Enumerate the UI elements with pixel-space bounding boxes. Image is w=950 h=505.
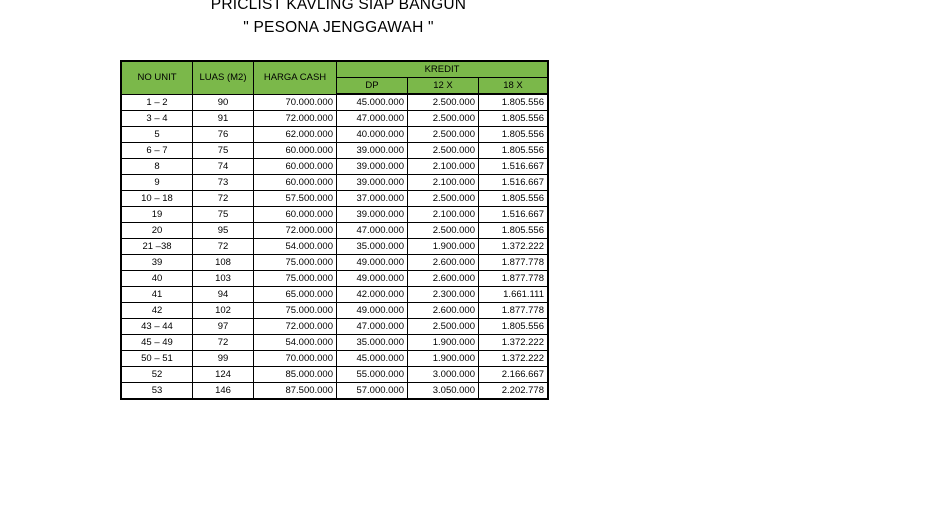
cell-12x: 2.100.000: [408, 159, 479, 175]
cell-dp: 55.000.000: [337, 367, 408, 383]
cell-luas: 91: [193, 111, 254, 127]
cell-12x: 2.600.000: [408, 303, 479, 319]
cell-no-unit: 5: [121, 127, 193, 143]
cell-no-unit: 45 – 49: [121, 335, 193, 351]
cell-dp: 49.000.000: [337, 255, 408, 271]
cell-no-unit: 19: [121, 207, 193, 223]
cell-dp: 39.000.000: [337, 143, 408, 159]
cell-dp: 45.000.000: [337, 94, 408, 111]
cell-18x: 1.805.556: [479, 191, 549, 207]
cell-dp: 49.000.000: [337, 303, 408, 319]
table-row: [121, 367, 548, 383]
cell-12x: 2.500.000: [408, 111, 479, 127]
cell-18x: 1.805.556: [479, 223, 549, 239]
cell-luas: 146: [193, 383, 254, 400]
cell-luas: 124: [193, 367, 254, 383]
cell-12x: 3.050.000: [408, 383, 479, 400]
title-block: [120, 0, 557, 38]
header-harga-cash: HARGA CASH: [254, 61, 337, 94]
cell-12x: 2.100.000: [408, 175, 479, 191]
cell-harga-cash: 85.000.000: [254, 367, 337, 383]
cell-no-unit: 9: [121, 175, 193, 191]
cell-18x: 1.372.222: [479, 335, 549, 351]
price-table-body: [121, 94, 548, 399]
header-kredit: KREDIT: [337, 61, 549, 78]
cell-dp: 40.000.000: [337, 127, 408, 143]
cell-12x: 2.600.000: [408, 255, 479, 271]
table-row: [121, 143, 548, 159]
page-title: PRICLIST KAVLING SIAP BANGUN: [210, 0, 467, 13]
cell-harga-cash: 72.000.000: [254, 223, 337, 239]
cell-luas: 99: [193, 351, 254, 367]
cell-12x: 3.000.000: [408, 367, 479, 383]
cell-dp: 47.000.000: [337, 111, 408, 127]
cell-12x: 2.500.000: [408, 319, 479, 335]
cell-12x: 1.900.000: [408, 335, 479, 351]
cell-harga-cash: 70.000.000: [254, 351, 337, 367]
price-table-head: [121, 61, 548, 94]
cell-12x: 2.500.000: [408, 127, 479, 143]
cell-no-unit: 6 – 7: [121, 143, 193, 159]
cell-harga-cash: 87.500.000: [254, 383, 337, 400]
header-12x: 12 X: [408, 78, 479, 95]
cell-luas: 75: [193, 143, 254, 159]
cell-harga-cash: 75.000.000: [254, 303, 337, 319]
table-row: [121, 303, 548, 319]
cell-18x: 1.805.556: [479, 127, 549, 143]
cell-dp: 39.000.000: [337, 175, 408, 191]
cell-harga-cash: 72.000.000: [254, 319, 337, 335]
table-row: [121, 175, 548, 191]
cell-12x: 2.100.000: [408, 207, 479, 223]
cell-no-unit: 40: [121, 271, 193, 287]
cell-dp: 35.000.000: [337, 335, 408, 351]
cell-12x: 1.900.000: [408, 351, 479, 367]
cell-no-unit: 10 – 18: [121, 191, 193, 207]
cell-dp: 35.000.000: [337, 239, 408, 255]
page-subtitle: " PESONA JENGGAWAH ": [243, 19, 434, 36]
cell-dp: 42.000.000: [337, 287, 408, 303]
cell-harga-cash: 70.000.000: [254, 94, 337, 111]
cell-luas: 72: [193, 239, 254, 255]
cell-dp: 49.000.000: [337, 271, 408, 287]
cell-luas: 95: [193, 223, 254, 239]
cell-harga-cash: 60.000.000: [254, 159, 337, 175]
cell-luas: 72: [193, 191, 254, 207]
cell-18x: 1.877.778: [479, 271, 549, 287]
table-row: [121, 207, 548, 223]
cell-no-unit: 52: [121, 367, 193, 383]
table-row: [121, 335, 548, 351]
cell-18x: 1.805.556: [479, 143, 549, 159]
cell-harga-cash: 75.000.000: [254, 255, 337, 271]
cell-no-unit: 21 –38: [121, 239, 193, 255]
cell-18x: 1.877.778: [479, 303, 549, 319]
cell-no-unit: 43 – 44: [121, 319, 193, 335]
cell-harga-cash: 72.000.000: [254, 111, 337, 127]
cell-harga-cash: 65.000.000: [254, 287, 337, 303]
cell-12x: 2.300.000: [408, 287, 479, 303]
table-row: [121, 351, 548, 367]
cell-luas: 102: [193, 303, 254, 319]
cell-luas: 74: [193, 159, 254, 175]
cell-18x: 1.805.556: [479, 94, 549, 111]
table-row: [121, 255, 548, 271]
cell-luas: 103: [193, 271, 254, 287]
cell-12x: 2.500.000: [408, 94, 479, 111]
cell-12x: 1.900.000: [408, 239, 479, 255]
cell-12x: 2.600.000: [408, 271, 479, 287]
table-row: [121, 159, 548, 175]
cell-dp: 37.000.000: [337, 191, 408, 207]
table-row: [121, 191, 548, 207]
cell-luas: 76: [193, 127, 254, 143]
cell-harga-cash: 60.000.000: [254, 175, 337, 191]
cell-no-unit: 20: [121, 223, 193, 239]
cell-harga-cash: 60.000.000: [254, 143, 337, 159]
cell-dp: 47.000.000: [337, 319, 408, 335]
cell-harga-cash: 62.000.000: [254, 127, 337, 143]
table-row: [121, 94, 548, 111]
table-row: [121, 111, 548, 127]
cell-dp: 39.000.000: [337, 159, 408, 175]
table-row: [121, 287, 548, 303]
cell-luas: 90: [193, 94, 254, 111]
header-row-top: [121, 61, 548, 78]
cell-18x: 2.166.667: [479, 367, 549, 383]
cell-luas: 73: [193, 175, 254, 191]
cell-18x: 1.661.111: [479, 287, 549, 303]
table-row: [121, 239, 548, 255]
cell-harga-cash: 60.000.000: [254, 207, 337, 223]
price-table: [120, 60, 549, 400]
table-row: [121, 127, 548, 143]
header-dp: DP: [337, 78, 408, 95]
cell-18x: 1.516.667: [479, 159, 549, 175]
cell-no-unit: 3 – 4: [121, 111, 193, 127]
cell-12x: 2.500.000: [408, 191, 479, 207]
cell-18x: 1.805.556: [479, 319, 549, 335]
header-18x: 18 X: [479, 78, 549, 95]
cell-18x: 1.372.222: [479, 351, 549, 367]
table-row: [121, 271, 548, 287]
cell-harga-cash: 54.000.000: [254, 239, 337, 255]
cell-18x: 1.805.556: [479, 111, 549, 127]
table-row: [121, 319, 548, 335]
cell-18x: 2.202.778: [479, 383, 549, 400]
cell-luas: 97: [193, 319, 254, 335]
cell-18x: 1.516.667: [479, 207, 549, 223]
cell-dp: 39.000.000: [337, 207, 408, 223]
cell-harga-cash: 75.000.000: [254, 271, 337, 287]
cell-no-unit: 41: [121, 287, 193, 303]
cell-18x: 1.877.778: [479, 255, 549, 271]
table-row: [121, 223, 548, 239]
cell-luas: 94: [193, 287, 254, 303]
cell-harga-cash: 54.000.000: [254, 335, 337, 351]
cell-no-unit: 1 – 2: [121, 94, 193, 111]
cell-no-unit: 8: [121, 159, 193, 175]
cell-no-unit: 53: [121, 383, 193, 400]
cell-luas: 75: [193, 207, 254, 223]
cell-luas: 108: [193, 255, 254, 271]
header-no-unit: NO UNIT: [121, 61, 193, 94]
cell-12x: 2.500.000: [408, 143, 479, 159]
cell-no-unit: 42: [121, 303, 193, 319]
cell-12x: 2.500.000: [408, 223, 479, 239]
cell-dp: 47.000.000: [337, 223, 408, 239]
cell-luas: 72: [193, 335, 254, 351]
cell-dp: 57.000.000: [337, 383, 408, 400]
cell-18x: 1.516.667: [479, 175, 549, 191]
cell-no-unit: 39: [121, 255, 193, 271]
cell-harga-cash: 57.500.000: [254, 191, 337, 207]
header-luas: LUAS (M2): [193, 61, 254, 94]
cell-dp: 45.000.000: [337, 351, 408, 367]
cell-18x: 1.372.222: [479, 239, 549, 255]
table-row: [121, 383, 548, 400]
cell-no-unit: 50 – 51: [121, 351, 193, 367]
